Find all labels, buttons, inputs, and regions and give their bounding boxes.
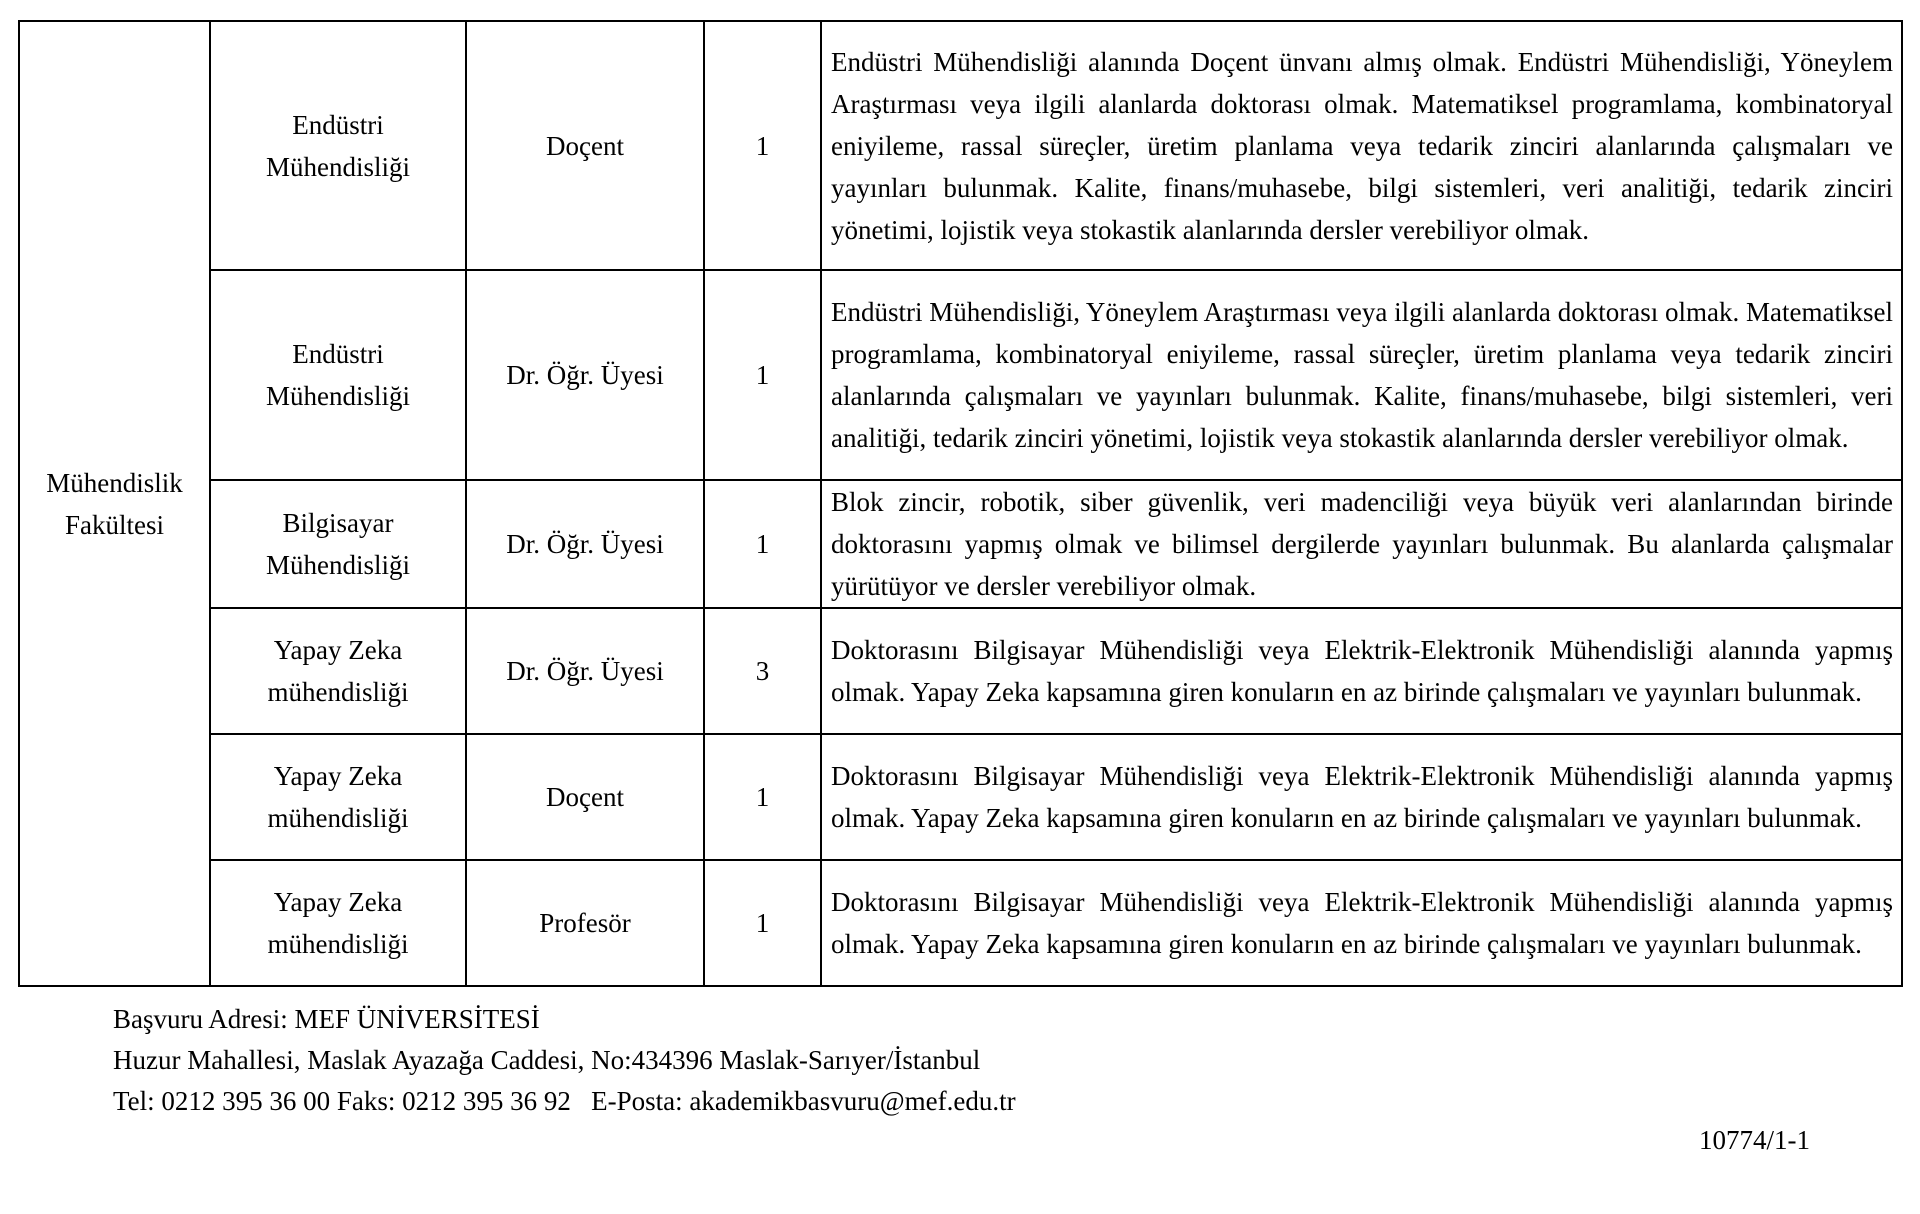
table-row <box>19 860 1902 986</box>
table-row <box>19 21 1902 270</box>
requirements-cell: Doktorasını Bilgisayar Mühendisliği veya Elektrik-Elektronik Mühendisliği alanında yapmış olmak. Yapay Zeka kapsamına giren konuların en az birinde çalışmaları ve yayınları bulunmak. <box>821 734 1902 860</box>
count-cell: 1 <box>704 270 821 480</box>
faculty-cell: Mühendislik Fakültesi <box>19 21 210 986</box>
title-cell: Dr. Öğr. Üyesi <box>466 270 704 480</box>
requirements-cell: Blok zincir, robotik, siber güvenlik, veri madenciliği veya büyük veri alanlarından birinde doktorasını yapmış olmak ve bilimsel dergilerde yayınları bulunmak. Bu alanlarda çalışmalar yürütüyor ve dersler verebiliyor olmak. <box>821 480 1902 608</box>
title-cell: Doçent <box>466 734 704 860</box>
department-cell: Bilgisayar Mühendisliği <box>210 480 466 608</box>
department-cell: Endüstri Mühendisliği <box>210 21 466 270</box>
requirements-cell: Doktorasını Bilgisayar Mühendisliği veya Elektrik-Elektronik Mühendisliği alanında yapmış olmak. Yapay Zeka kapsamına giren konuların en az birinde çalışmaları ve yayınları bulunmak. <box>821 860 1902 986</box>
table-row <box>19 608 1902 734</box>
title-cell: Profesör <box>466 860 704 986</box>
requirements-cell: Endüstri Mühendisliği alanında Doçent ünvanı almış olmak. Endüstri Mühendisliği, Yöneylem Araştırması veya ilgili alanlarda doktorası olmak. Matematiksel programlama, kombinatoryal eniyileme, rassal süreçler, üretim planlama veya tedarik zinciri alanlarında çalışmaları ve yayınları bulunmak. Kalite, finans/muhasebe, bilgi sistemleri, veri analitiği, tedarik zinciri yönetimi, lojistik veya stokastik alanlarında dersler verebiliyor olmak. <box>821 21 1902 270</box>
department-cell: Yapay Zeka mühendisliği <box>210 608 466 734</box>
requirements-cell: Doktorasını Bilgisayar Mühendisliği veya Elektrik-Elektronik Mühendisliği alanında yapmış olmak. Yapay Zeka kapsamına giren konuların en az birinde çalışmaları ve yayınları bulunmak. <box>821 608 1902 734</box>
department-cell: Yapay Zeka mühendisliği <box>210 860 466 986</box>
address-line-2: Huzur Mahallesi, Maslak Ayazağa Caddesi, No:434396 Maslak-Sarıyer/İstanbul <box>113 1045 981 1075</box>
department-cell: Endüstri Mühendisliği <box>210 270 466 480</box>
requirements-cell: Endüstri Mühendisliği, Yöneylem Araştırması veya ilgili alanlarda doktorası olmak. Matematiksel programlama, kombinatoryal eniyileme, rassal süreçler, üretim planlama veya tedarik zinciri alanlarında çalışmaları ve yayınları bulunmak. Kalite, finans/muhasebe, bilgi sistemleri, veri analitiği, tedarik zinciri yönetimi, lojistik veya stokastik alanlarında dersler verebiliyor olmak. <box>821 270 1902 480</box>
address-line-1: Başvuru Adresi: MEF ÜNİVERSİTESİ <box>113 1004 540 1034</box>
count-cell: 1 <box>704 480 821 608</box>
count-cell: 1 <box>704 734 821 860</box>
table-row <box>19 270 1902 480</box>
count-cell: 1 <box>704 860 821 986</box>
page-reference: 10774/1-1 <box>1699 1125 1810 1155</box>
positions-table <box>18 20 1903 987</box>
table-row <box>19 480 1902 608</box>
title-cell: Dr. Öğr. Üyesi <box>466 608 704 734</box>
title-cell: Dr. Öğr. Üyesi <box>466 480 704 608</box>
count-cell: 3 <box>704 608 821 734</box>
contact-line: Tel: 0212 395 36 00 Faks: 0212 395 36 92 E-Posta: akademikbasvuru@mef.edu.tr <box>113 1086 1016 1116</box>
title-cell: Doçent <box>466 21 704 270</box>
table-row <box>19 734 1902 860</box>
count-cell: 1 <box>704 21 821 270</box>
department-cell: Yapay Zeka mühendisliği <box>210 734 466 860</box>
